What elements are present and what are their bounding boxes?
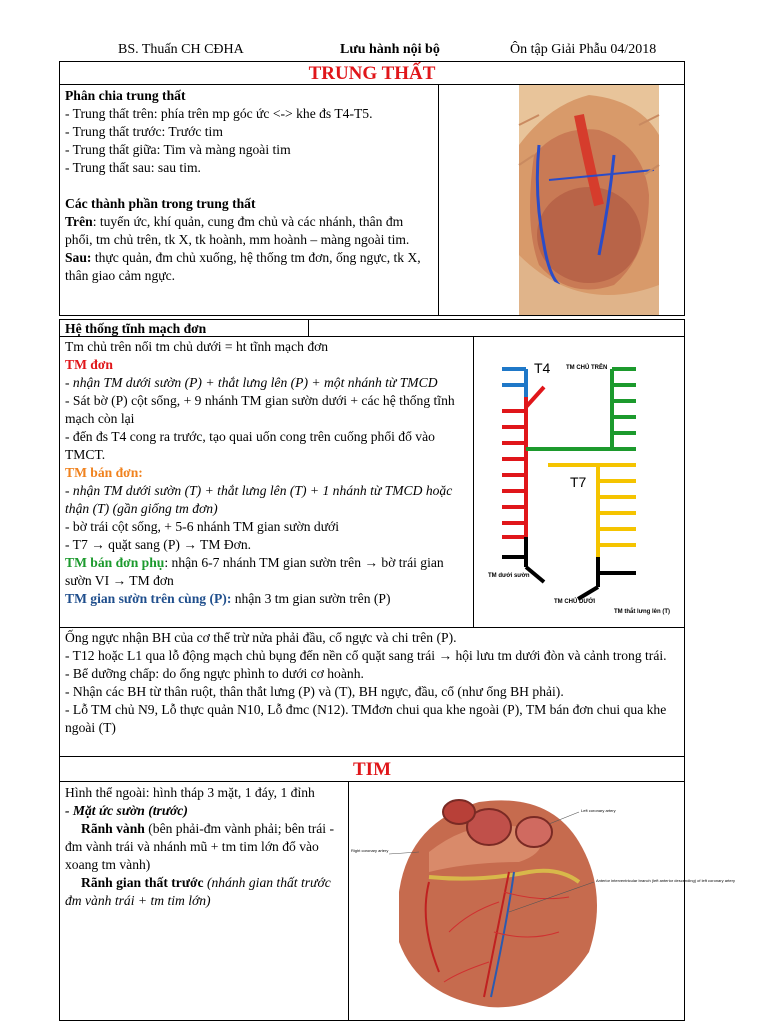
accessory-hemiazygos: TM bán đơn phụ: nhận 6-7 nhánh TM gian sườn trên → bờ trái gian sườn VI → TM đơn bbox=[65, 555, 444, 588]
posterior-mediastinum-text: Sau: thực quản, đm chủ xuống, hệ thống tm đơn, ống ngực, tk X, thân giao cảm ngực. bbox=[65, 250, 421, 283]
section-title-box bbox=[59, 61, 685, 85]
section-title-tim: TIM bbox=[353, 759, 391, 780]
thoracic-duct-box bbox=[59, 627, 685, 757]
thoracic-duct-line: - Lỗ TM chủ N9, Lỗ thực quản N10, Lỗ đmc (N12). TMđơn chui qua khe ngoài (P), TM bán đơn chui qua khe ngoài (T) bbox=[65, 702, 667, 735]
hemiazygos-line: - nhận TM dưới sườn (T) + thắt lưng lên (T) + 1 nhánh từ TMCD hoặc thận (T) (gần giống tm đơn) bbox=[65, 483, 453, 516]
label-svc: TM CHỦ TRÊN bbox=[566, 365, 608, 371]
division-item: - Trung thất sau: sau tim. bbox=[65, 160, 201, 175]
division-item: - Trung thất giữa: Tim và màng ngoài tim bbox=[65, 142, 291, 157]
division-heading: Phân chia trung thất bbox=[65, 88, 186, 103]
author-label: BS. Thuấn CH CĐHA bbox=[118, 42, 244, 57]
azygos-diagram bbox=[474, 337, 684, 627]
thoracic-duct-line: - T12 hoặc L1 qua lỗ động mạch chủ bụng đến nền cổ quặt sang trái → hội lưu tm dưới đòn và cảnh trong trái. bbox=[65, 648, 667, 663]
azygos-heading-filler bbox=[308, 319, 685, 337]
label-right-coronary: Right coronary artery bbox=[351, 848, 389, 853]
azygos-line: - đến đs T4 cong ra trước, tạo quai uốn cong trên cuống phổi đổ vào TMCT. bbox=[65, 429, 435, 462]
division-item: - Trung thất trên: phía trên mp góc ức <-> khe đs T4-T5. bbox=[65, 106, 373, 121]
hemiazygos-line: - T7 → quặt sang (P) → TM Đơn. bbox=[65, 537, 252, 552]
label-t4: T4 bbox=[534, 360, 551, 376]
label-t7: T7 bbox=[570, 474, 587, 490]
label-left-coronary: Left coronary artery bbox=[581, 808, 616, 813]
upper-mediastinum-text: Trên: tuyến ức, khí quản, cung đm chủ và các nhánh, thân đm phổi, tm chủ trên, tk X, tk hoành, mm hoành – màng ngoài tim. bbox=[65, 214, 410, 247]
thoracic-duct-line: Ống ngực nhận BH của cơ thể trừ nửa phải đầu, cổ ngực và chi trên (P). bbox=[65, 630, 457, 645]
thoracic-duct-line: - Bể dưỡng chấp: do ống ngực phình to dưới cơ hoành. bbox=[65, 666, 364, 681]
azygos-line: - nhận TM dưới sườn (P) + thắt lưng lên (P) + một nhánh từ TMCD bbox=[65, 375, 438, 390]
label-lumbar: TM thắt lưng lên (T) bbox=[614, 609, 671, 615]
interventricular-sulcus: Rãnh gian thất trước (nhánh gian thất trước đm vành trái + tm tim lớn) bbox=[65, 875, 331, 908]
azygos-heading: Hệ thống tĩnh mạch đơn bbox=[65, 321, 207, 336]
thoracic-duct-line: - Nhận các BH từ thân ruột, thân thắt lưng (P) và (T), BH ngực, đầu, cổ (như ống BH phải). bbox=[65, 684, 564, 699]
label-subcostal: TM dưới sườn bbox=[488, 573, 530, 579]
mediastinum-image-box bbox=[438, 84, 685, 316]
hemiazygos-title: TM bán đơn: bbox=[65, 465, 143, 480]
review-label: Ôn tập Giải Phẫu 04/2018 bbox=[510, 42, 657, 57]
azygos-line: - Sát bờ (P) cột sống, + 9 nhánh TM gian sườn dưới + các hệ thống tĩnh mạch còn lại bbox=[65, 393, 455, 426]
label-anterior-interventricular: Anterior interventricular branch (left anterior descending) of left coronary artery bbox=[596, 878, 735, 883]
supreme-intercostal: TM gian sườn trên cùng (P): nhận 3 tm gian sườn trên (P) bbox=[65, 591, 391, 606]
label-ivc: TM CHỦ DƯỚI bbox=[554, 599, 596, 605]
heart-surface: - Mặt ức sườn (trước) bbox=[65, 803, 188, 818]
heart-title-box bbox=[59, 756, 685, 782]
azygos-intro: Tm chủ trên nối tm chủ dưới = ht tĩnh mạch đơn bbox=[65, 339, 329, 354]
division-item: - Trung thất trước: Trước tim bbox=[65, 124, 223, 139]
components-heading: Các thành phần trong trung thất bbox=[65, 196, 256, 211]
azygos-diagram-box bbox=[473, 336, 685, 628]
heart-image-box bbox=[348, 781, 735, 1021]
circulation-label: Lưu hành nội bộ bbox=[340, 42, 440, 57]
azygos-heading-box bbox=[59, 319, 309, 337]
azygos-title: TM đơn bbox=[65, 357, 113, 372]
azygos-text-box bbox=[59, 336, 474, 628]
mediastinum-text-box bbox=[59, 84, 439, 316]
section-title-trung-that: TRUNG THẤT bbox=[308, 63, 436, 84]
heart-illustration bbox=[349, 782, 735, 1020]
hemiazygos-line: - bờ trái cột sống, + 5-6 nhánh TM gian sườn dưới bbox=[65, 519, 340, 534]
coronary-sulcus: Rãnh vành (bên phải-đm vành phải; bên trái - đm vành trái và nhánh mũ + tm tim lớn đổ vào xoang tm vành) bbox=[65, 821, 334, 872]
heart-shape: Hình thể ngoài: hình tháp 3 mặt, 1 đáy, 1 đỉnh bbox=[65, 785, 315, 800]
heart-text-box bbox=[59, 781, 349, 1021]
mediastinum-illustration bbox=[439, 85, 684, 315]
